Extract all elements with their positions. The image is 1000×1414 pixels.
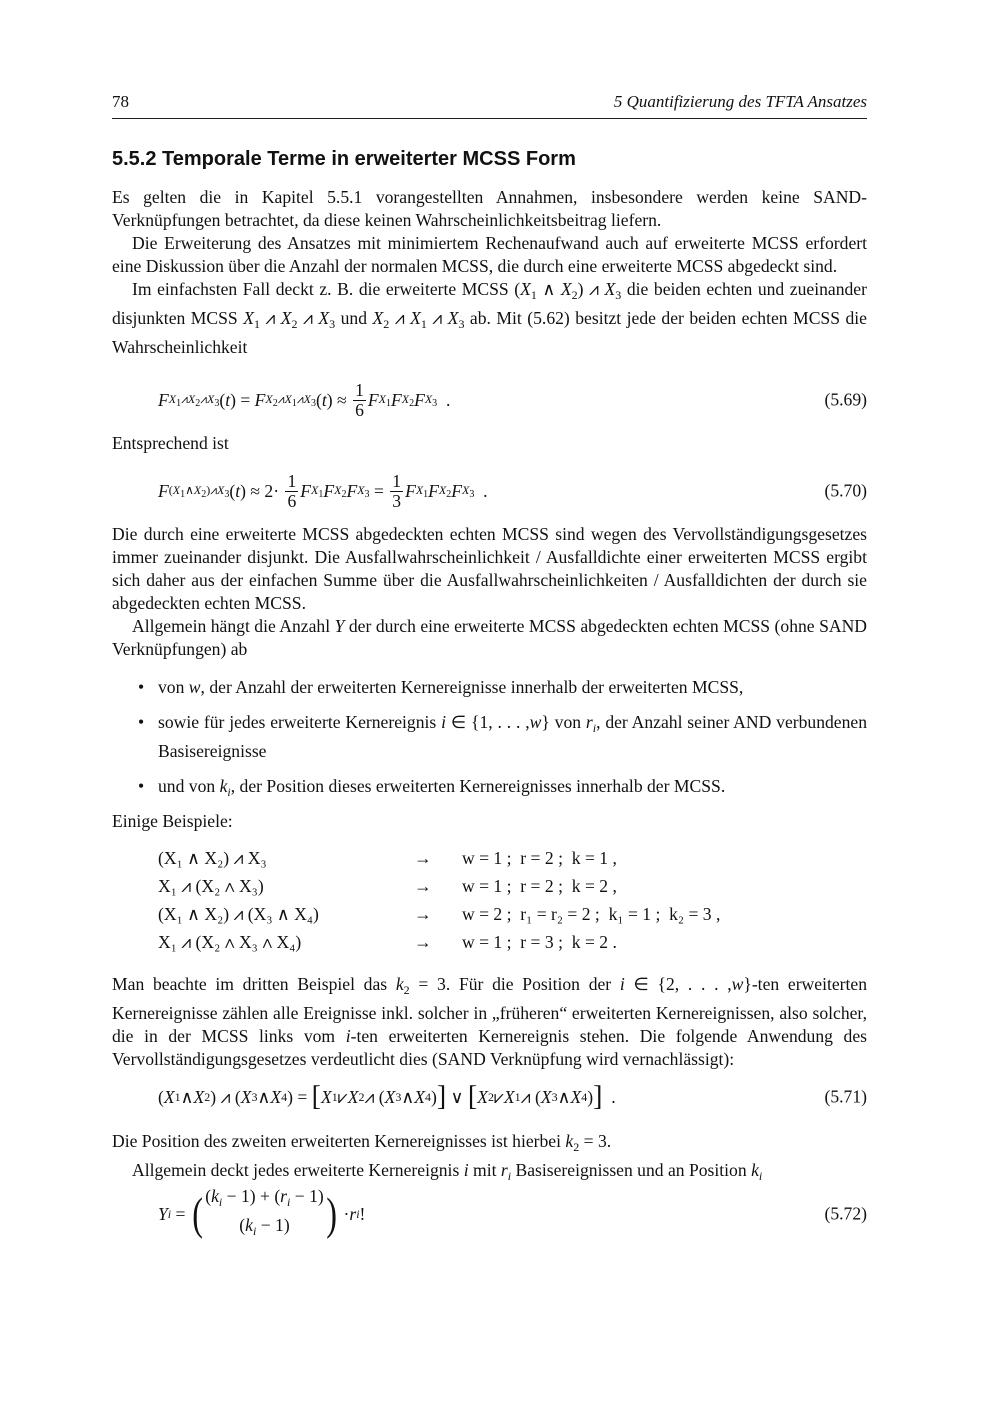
example-rhs: w = 1 ; r = 2 ; k = 2 , [462,876,617,896]
example-lhs: X₁ ⩘ (X₂ ∧ X₃ ∧ X₄) [158,932,302,952]
arrow: → [414,848,432,868]
page-number: 78 [112,92,129,111]
arrow: → [414,904,432,924]
example-rhs: w = 1 ; r = 2 ; k = 1 , [462,848,617,868]
list-item: • von w, der Anzahl der erweiterten Kernereignisse innerhalb der erweiterten MCSS, [112,676,867,699]
bullet-list [112,676,867,804]
arrow: → [414,876,432,896]
equation-number: (5.72) [824,1203,867,1224]
paragraph-7: Die Position des zweiten erweiterten Kernereignisses ist hierbei $k_2 = 3$. [112,1131,612,1154]
example-row [158,848,858,876]
example-lhs: (X₁ ∧ X₂) ⩘ (X₃ ∧ X₄) [158,904,319,924]
example-lhs: X₁ ⩘ (X₂ ∧ X₃) [158,876,264,896]
entsprechend-text: Entsprechend ist [112,433,229,453]
example-row [158,876,858,904]
arrow: → [414,932,432,952]
equation-5-69: F $X_1⩘X_2⩘X_3$ ( t ) = F $X_2⩘X_1⩘X_3$ ( t ) ≈ $\frac{1}{6}$ F $X_1$ F $X_2$ F $X_3$ . (5.69) [158,380,867,420]
example-row [158,932,858,960]
chapter-title: 5 Quantifizierung des TFTA Ansatzes [613,92,867,111]
intro-text [112,186,867,359]
paragraph-2: Die Erweiterung des Ansatzes mit minimiertem Rechenaufwand auch auf erweiterte MCSS erfordert eine Diskussion über die Anzahl der normalen MCSS, die durch eine erweiterte MCSS abgedeckt sind. [112,233,867,276]
equation-number: (5.70) [824,480,867,501]
paragraph-1: Es gelten die in Kapitel 5.5.1 vorangestellten Annahmen, insbesondere werden keine SAND-Verknüpfungen betrachtet, da diese keinen Wahrscheinlichkeitsbeitrag liefern. [112,187,867,230]
example-rhs: w = 1 ; r = 3 ; k = 2 . [462,932,617,952]
equation-5-72: Υ i = ( $(k_i - 1) + (r_i - 1)$ $(k_i - 1)$ ) · r i ! (5.72) [158,1186,867,1239]
list-item: • sowie für jedes erweiterte Kernereignis i ∈ {1, . . . ,w} von $r_i$, der Anzahl seiner AND verbundenen Basisereignisse [112,711,867,763]
running-header [112,92,867,119]
paragraph-5: Allgemein hängt die Anzahl Υ der durch eine erweiterte MCSS abgedeckten echten MCSS (ohne SAND Verknüpfungen) ab [112,616,867,659]
list-item: • und von $k_i$, der Position dieses erweiterten Kernereignisses innerhalb der MCSS. [112,775,867,804]
paragraph-8: Allgemein deckt jedes erweiterte Kernereignis i mit $r_i$ Basisereignissen und an Position $k_i$ [132,1160,763,1183]
paragraph-4: Die durch eine erweiterte MCSS abgedeckten echten MCSS sind wegen des Vervollständigungsgesetzes immer zueinander disjunkt. Die Ausfallwahrscheinlichkeit / Ausfalldichte einer erweiterten MCSS ergibt sich daher aus der einfachen Summe über die Ausfallwahrscheinlichkeiten / Ausfalldichten der durch sie abgedeckten echten MCSS. [112,524,867,613]
examples-table [158,848,858,960]
equation-5-71: ( X 1 ∧ X 2 ) ⩘ ( X 3 ∧ X 4 ) = [ X 1 ⩗ X 2 ⩘ ( X 3 ∧ X 4 ) ] ∨ [ X 2 ⩗ X 1 ⩘ ( X 3 ∧ X 4 ) ] . (5.71) [158,1081,867,1112]
equation-number: (5.71) [824,1086,867,1107]
example-lhs: (X₁ ∧ X₂) ⩘ X₃ [158,848,267,868]
section-title: 5.5.2 Temporale Terme in erweiterter MCSS Form [112,148,576,170]
paragraph-6: Man beachte im dritten Beispiel das $k_2 = 3$. Für die Position der i ∈ {2, . . . ,w}-ten erweiterten Kernereignisse zählen alle Ereignisse inkl. solcher in „früheren“ erweiterten Kernereignissen, also solcher, die in der MCSS links vom i-ten erweiterten Kernereignis stehen. Die folgende Anwendung des Vervollständigungsgesetzes verdeutlicht dies (SAND Verknüpfung wird vernachlässigt): [112,974,868,1069]
example-row [158,904,858,932]
beispiele-label: Einige Beispiele: [112,811,233,831]
equation-5-70: F $(X_1\wedge X_2)⩘X_3$ ( t ) ≈ 2· $\frac{1}{6}$ F $X_1$ F $X_2$ F $X_3$ = $\frac{1}{3}$ F $X_1$ F $X_2$ F $X_3$ . (5.70) [158,471,867,511]
equation-number: (5.69) [824,389,867,410]
paragraph-3: Im einfachsten Fall deckt z. B. die erweiterte MCSS ($X_1$ ∧ $X_2$) ⩘ $X_3$ die beiden echten und zueinander disjunkten MCSS $X_1$ ⩘ $X_2$ ⩘ $X_3$ und $X_2$ ⩘ $X_1$ ⩘ $X_3$ ab. Mit (5.62) besitzt jede der beiden echten MCSS die Wahrscheinlichkeit [112,279,867,357]
example-rhs: w = 2 ; r₁ = r₂ = 2 ; k₁ = 1 ; k₂ = 3 , [462,904,721,924]
